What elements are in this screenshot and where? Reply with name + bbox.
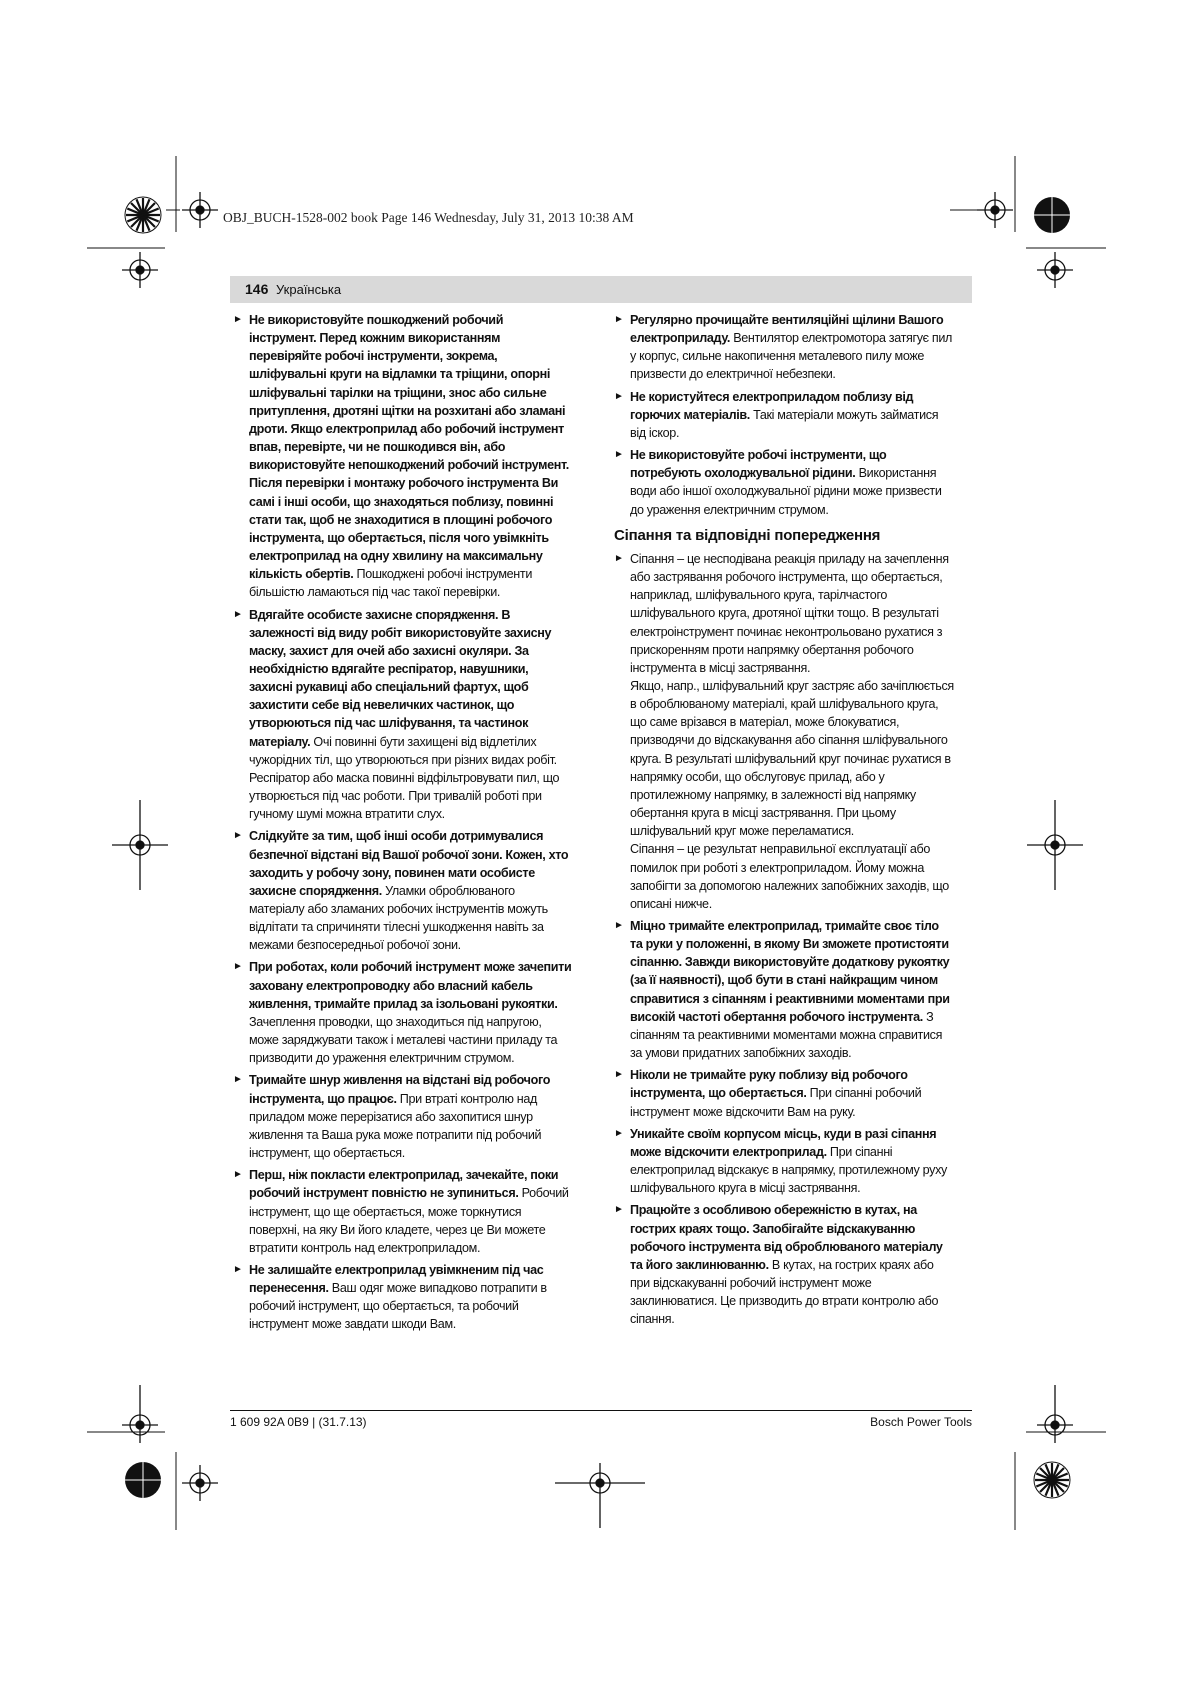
page-header (230, 276, 972, 303)
warning-item (233, 311, 573, 602)
warning-text: Пошкоджені робочі інструменти більшістю ламаються під час такої перевірки. (249, 567, 533, 600)
bullet-icon: ► (233, 608, 243, 620)
warning-text: При втраті контролю над приладом може перерізатися або захопитися шнур живлення та Ваша рука може потрапити під робочий інструмент, що обертається. (249, 1091, 542, 1161)
bullet-icon: ► (233, 1169, 243, 1181)
warning-item (233, 1071, 573, 1162)
target-icon (182, 192, 218, 228)
language-label: Українська (276, 282, 342, 297)
warning-item (233, 827, 573, 954)
warning-bold: Не використовуйте пошкоджений робочий інструмент. Перед кожним використанням перевіряйте робочі інструменти, зокрема, шліфувальні круги на відламки та тріщини, опорні шліфувальні тарілки на тріщини, знос або сильне притуплення, дротяні щітки на розхитані або зламані дроти. Якщо електроприлад або робочий інструмент впав, перевірте, чи не пошкодився він, або використовуйте непошкоджений робочий інструмент. Після перевірки і монтажу робочого інструмента Ви самі і інші особи, що знаходяться поблизу, повинні стати так, щоб не знаходитися в площині робочого інструмента, що обертається, після чого увімкніть електроприлад на одну хвилину на максимальну кількість обертів. (249, 313, 569, 582)
warning-item (614, 311, 954, 384)
warning-bold: Тримайте шнур живлення на відстані від робочого інструмента, що працює. (249, 1073, 551, 1106)
bullet-icon: ► (614, 449, 624, 461)
warning-item (614, 1201, 954, 1328)
page-number: 146 (245, 281, 269, 297)
target-icon (182, 1465, 218, 1501)
bullet-icon: ► (614, 314, 624, 325)
target-icon (1027, 800, 1083, 890)
footer-brand: Bosch Power Tools (870, 1415, 972, 1429)
bullet-icon: ► (233, 830, 243, 842)
target-icon (122, 252, 158, 288)
target-icon (112, 800, 168, 890)
warning-bold: Міцно тримайте електроприлад, тримайте своє тіло та руки у положенні, в якому Ви зможете протистояти сіпанню. Завжди використовуйте додаткову рукоятку (за її наявності), щоб бути в стані найкращим чином справитися з сіпанням і реактивними моментами при високій частоті обертання робочого інструмента. (630, 919, 950, 1024)
warning-bold: Вдягайте особисте захисне спорядження. В залежності від виду робіт використовуйте захисну маску, захист для очей або захисні окуляри. За необхідністю вдягайте респіратор, навушники, захисні рукавиці або спеціальний фартух, щоб захистити себе від невеличких частинок, що утворюються під час шліфування, та частинок матеріалу. (249, 607, 552, 749)
warning-text: При сіпанні електроприлад відскакує в напрямку, протилежному руху шліфувального круга в місці застрявання. (630, 1144, 947, 1196)
bullet-icon: ► (233, 1074, 243, 1086)
solid-circle-icon (125, 1462, 161, 1498)
bullet-icon: ► (614, 1127, 624, 1139)
starburst-icon (125, 197, 161, 233)
section-title: Сіпання та відповідні попередження (614, 526, 881, 544)
intro-paragraph: Сіпання – це несподівана реакція приладу на зачеплення або застрявання робочого інструмента, що обертається, наприклад, шліфувального круга, тарілчастого шліфувального круга, дротяної щітки тощо. В результаті електроінструмент починає неконтрольовано рухатися з прискоренням проти напрямку обертання робочого інструмента в місці застрявання. (630, 551, 949, 675)
warning-item (614, 446, 954, 519)
warning-text: Уламки оброблюваного матеріалу або зламаних робочих інструментів можуть відлітати та спричиняти тілесні ушкодження навіть за межами безпосередньої робочої зони. (249, 883, 548, 953)
target-icon (1037, 1385, 1073, 1443)
footer-rule (230, 1410, 972, 1411)
warning-text: Очі повинні бути захищені від відлетілих чужорідних тіл, що утворюються при різних видах робіт. Респіратор або маска повинні відфільтровувати пил, що утворюється під час роботи. При тривалій роботі при гучному шумі можна втратити слух. (249, 734, 560, 822)
warning-text: Ваш одяг може випадково потрапити в робочий інструмент, що обертається, та робочий інструмент може завдати шкоди Вам. (249, 1281, 547, 1332)
target-icon (1037, 252, 1073, 288)
bullet-icon: ► (614, 390, 624, 402)
intro-paragraph: Сіпання – це результат неправильної експлуатації або помилок при роботі з електроприладом. Йому можна запобігти за допомогою належних запобіжних заходів, що описані нижче. (630, 842, 949, 911)
bullet-icon: ► (233, 961, 243, 973)
intro-paragraph: Якщо, напр., шліфувальний круг застряє або зачіплюється в оброблюваному матеріалі, край шліфувального круга, що саме врізався в матеріал, може блокуватися, призводячи до відскакування або сіпання шліфувального круга. В результаті шліфувальний круг починає рухатися в напрямку особи, що обслуговує прилад, або у протилежному напрямку, в залежності від напрямку обертання круга в місці застрявання. При цьому шліфувальний круг може переламатися. (630, 678, 954, 839)
warning-text: З сіпанням та реактивними моментами можна справитися за умови придатних запобіжних заходів. (630, 1009, 943, 1061)
warning-text: В кутах, на гострих краях або при відскакуванні робочий інструмент може заклинюватися. Це призводить до втрати контролю або сіпання. (630, 1257, 939, 1327)
starburst-icon (1034, 1462, 1070, 1498)
solid-circle-icon (1034, 197, 1070, 233)
bullet-icon: ► (614, 920, 624, 931)
left-column (233, 311, 573, 1338)
warning-text: Такі матеріали можуть займатися від іскор. (630, 407, 939, 440)
warning-item (233, 1261, 573, 1334)
warning-bold: Не користуйтеся електроприладом поблизу від горючих матеріалів. (630, 389, 914, 422)
warning-bold: Працюйте з особливою обережністю в кутах, на гострих краях тощо. Запобігайте відскакуванню робочого інструмента від оброблюваного матеріалу та його заклинюванню. (630, 1203, 943, 1272)
bullet-icon: ► (614, 552, 624, 564)
bullet-icon: ► (233, 314, 243, 325)
target-icon (122, 1385, 158, 1443)
warning-item (233, 1166, 573, 1257)
warning-item (614, 1066, 954, 1120)
warning-text: При сіпанні робочий інструмент може відскочити Вам на руку. (630, 1086, 922, 1119)
warning-bold: Ніколи не тримайте руку поблизу від робочого інструмента, що обертається. (630, 1068, 908, 1101)
bullet-icon: ► (614, 1069, 624, 1081)
warning-bold: Не залишайте електроприлад увімкненим під час перенесення. (249, 1262, 544, 1296)
warning-item (614, 917, 954, 1062)
right-column (614, 311, 954, 1332)
warning-bold: Слідкуйте за тим, щоб інші особи дотримувалися безпечної відстані від Вашої робочої зони. Кожен, хто заходить у робочу зону, повинен мати особисте захисне спорядження. (249, 829, 569, 898)
warning-bold: Перш, ніж покласти електроприлад, зачекайте, поки робочий інструмент повністю не зупиниться. (249, 1168, 559, 1201)
warning-bold: Не використовуйте робочі інструменти, що потребують охолоджувальної рідини. (630, 448, 887, 481)
bullet-icon: ► (614, 1204, 624, 1216)
warning-item (233, 958, 573, 1067)
warning-item (614, 1125, 954, 1198)
warning-bold: Регулярно прочищайте вентиляційні щілини Вашого електроприладу. (630, 313, 944, 346)
warning-bold: Уникайте своїм корпусом місць, куди в разі сіпання може відскочити електроприлад. (630, 1126, 937, 1159)
slug-line: OBJ_BUCH-1528-002 book Page 146 Wednesday, July 31, 2013 10:38 AM (223, 210, 634, 225)
warning-item (233, 606, 573, 824)
target-icon (977, 192, 1013, 228)
warning-item (614, 388, 954, 442)
warning-text: Робочий інструмент, що ще обертається, може торкнутися поверхні, на яку Ви його кладете, через це Ви можете втратити контроль над електроприладом. (249, 1186, 569, 1255)
kickback-intro (614, 550, 954, 913)
footer-doc-number: 1 609 92A 0B9 | (31.7.13) (230, 1415, 367, 1429)
warning-text: Вентилятор електромотора затягує пил у корпус, сильне накопичення металевого пилу може призвести до електричної небезпеки. (630, 331, 953, 382)
warning-text: Використання води або іншої охолоджувальної рідини може призвести до ураження електричним струмом. (630, 466, 942, 517)
warning-bold: При роботах, коли робочий інструмент може зачепити заховану електропроводку або власний кабель живлення, тримайте прилад за ізольовані рукоятки. (249, 960, 572, 1011)
target-icon (555, 1463, 645, 1528)
warning-text: Зачеплення проводки, що знаходиться під напругою, може заряджувати також і металеві частини приладу та призводити до ураження електричним струмом. (249, 1014, 558, 1066)
bullet-icon: ► (233, 1263, 243, 1275)
